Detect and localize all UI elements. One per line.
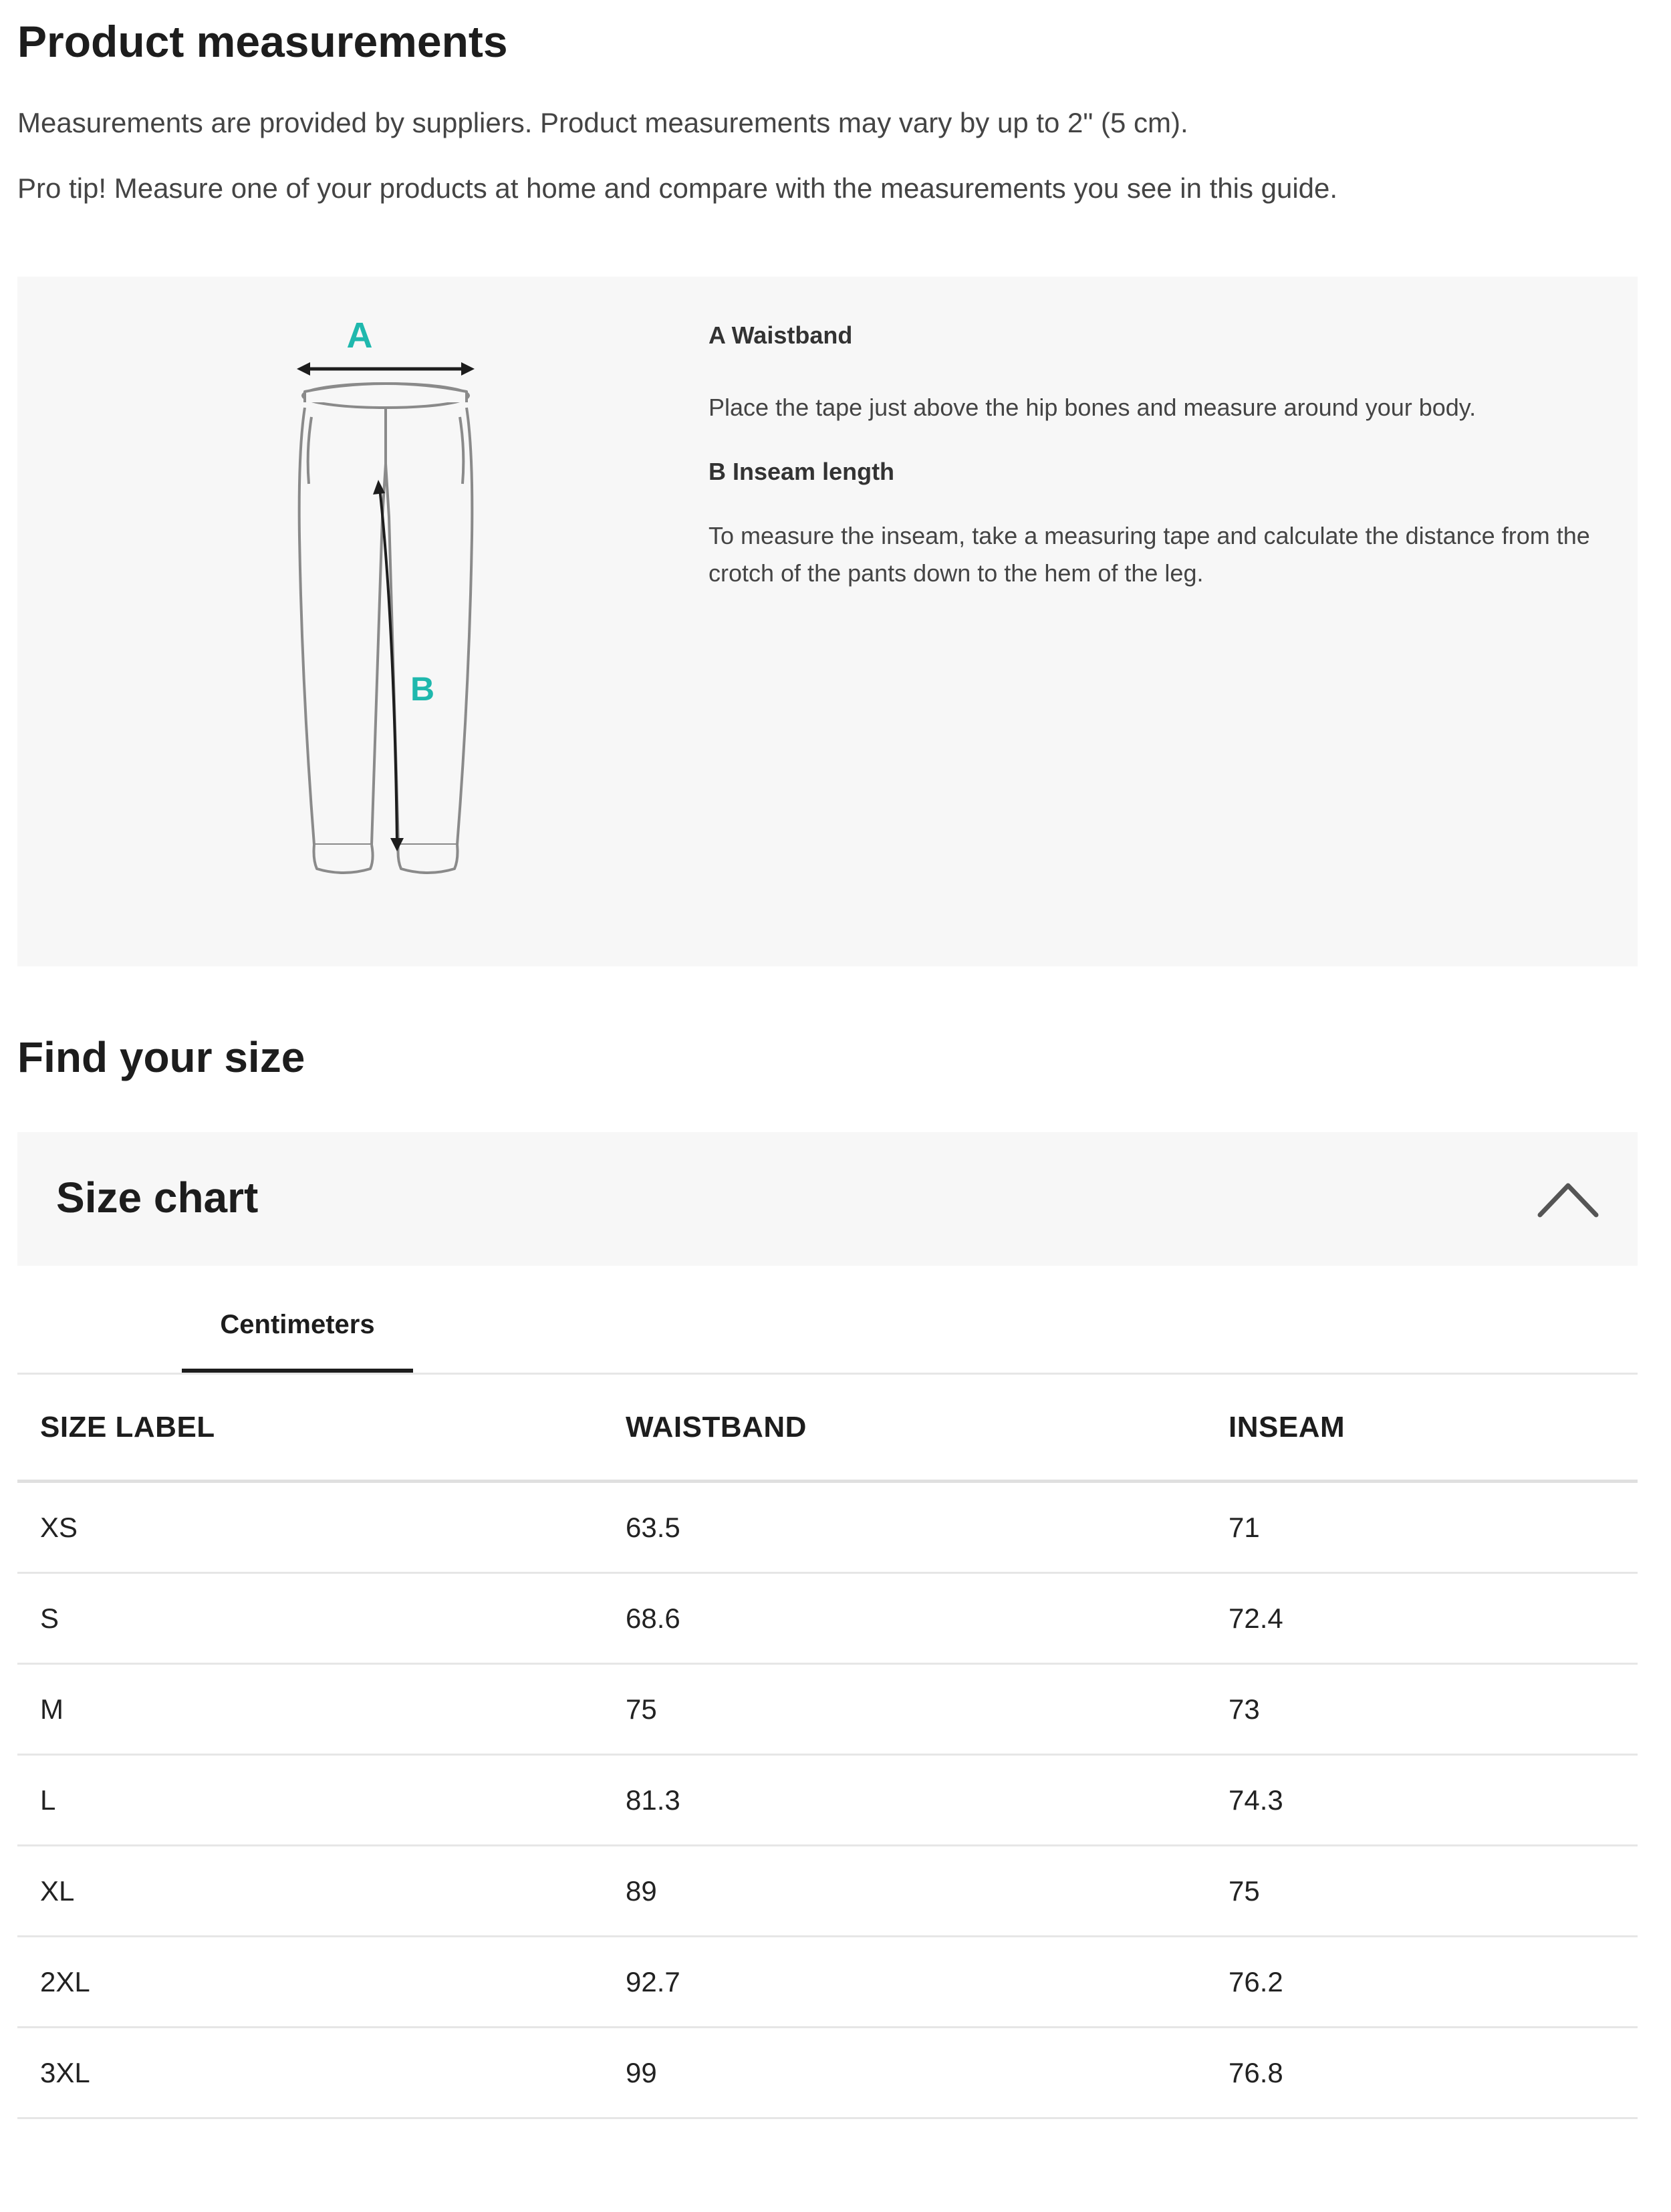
column-header-waistband: WAISTBAND [626, 1410, 807, 1443]
unit-tabs [17, 1283, 1638, 1375]
column-header-inseam: INSEAM [1229, 1410, 1345, 1443]
size-chart-accordion[interactable] [17, 1132, 1638, 1266]
waistband-title: A Waistband [709, 321, 853, 349]
page-title: Product measurements [17, 17, 508, 66]
waistband-description: Place the tape just above the hip bones and measure around your body. [709, 394, 1476, 421]
table-row [17, 2028, 1638, 2119]
column-header-size-label: SIZE LABEL [40, 1410, 215, 1443]
waistband-cell: 68.6 [626, 1602, 680, 1634]
diagram-label-b: B [410, 670, 435, 708]
table-header-row [17, 1375, 1638, 1483]
size-label-cell: 2XL [40, 1965, 90, 1997]
inseam-description: To measure the inseam, take a measuring tape and calculate the distance from the crotch of the pants down to the hem of the leg. [709, 522, 1590, 587]
table-row [17, 1846, 1638, 1937]
waistband-cell: 89 [626, 1875, 657, 1907]
table-row [17, 1483, 1638, 1574]
size-chart-title: Size chart [56, 1173, 259, 1222]
waistband-cell: 99 [626, 2056, 657, 2088]
tab-centimeters[interactable] [182, 1283, 413, 1373]
inseam-cell: 76.2 [1229, 1965, 1283, 1997]
chevron-up-icon[interactable] [1536, 1179, 1600, 1219]
waistband-cell: 92.7 [626, 1965, 680, 1997]
table-row [17, 1756, 1638, 1846]
inseam-cell: 71 [1229, 1511, 1260, 1543]
table-row [17, 1665, 1638, 1756]
inseam-title: B Inseam length [709, 458, 895, 485]
pro-tip: Pro tip! Measure one of your products at home and compare with the measurements you see in this guide. [17, 172, 1338, 204]
size-label-cell: S [40, 1602, 59, 1634]
pants-diagram [265, 317, 505, 885]
inseam-cell: 75 [1229, 1875, 1260, 1907]
size-label-cell: XL [40, 1875, 75, 1907]
waistband-cell: 75 [626, 1693, 657, 1725]
inseam-cell: 76.8 [1229, 2056, 1283, 2088]
diagram-label-a: A [346, 317, 373, 356]
table-row [17, 1574, 1638, 1665]
guide-descriptions [709, 321, 1597, 592]
inseam-cell: 74.3 [1229, 1784, 1283, 1816]
waistband-cell: 63.5 [626, 1511, 680, 1543]
inseam-cell: 73 [1229, 1693, 1260, 1725]
size-table [17, 1375, 1638, 2119]
size-label-cell: L [40, 1784, 56, 1816]
size-label-cell: XS [40, 1511, 78, 1543]
waistband-cell: 81.3 [626, 1784, 680, 1816]
table-row [17, 1937, 1638, 2028]
tab-centimeters-label: Centimeters [220, 1310, 375, 1339]
inseam-cell: 72.4 [1229, 1602, 1283, 1634]
size-label-cell: 3XL [40, 2056, 90, 2088]
measurement-guide [17, 277, 1638, 966]
pants-outline [299, 384, 473, 873]
find-size-heading: Find your size [17, 1033, 305, 1081]
waistband-arrow [297, 362, 475, 376]
size-label-cell: M [40, 1693, 63, 1725]
measurements-note: Measurements are provided by suppliers. Product measurements may vary by up to 2" (5 cm). [17, 107, 1188, 138]
